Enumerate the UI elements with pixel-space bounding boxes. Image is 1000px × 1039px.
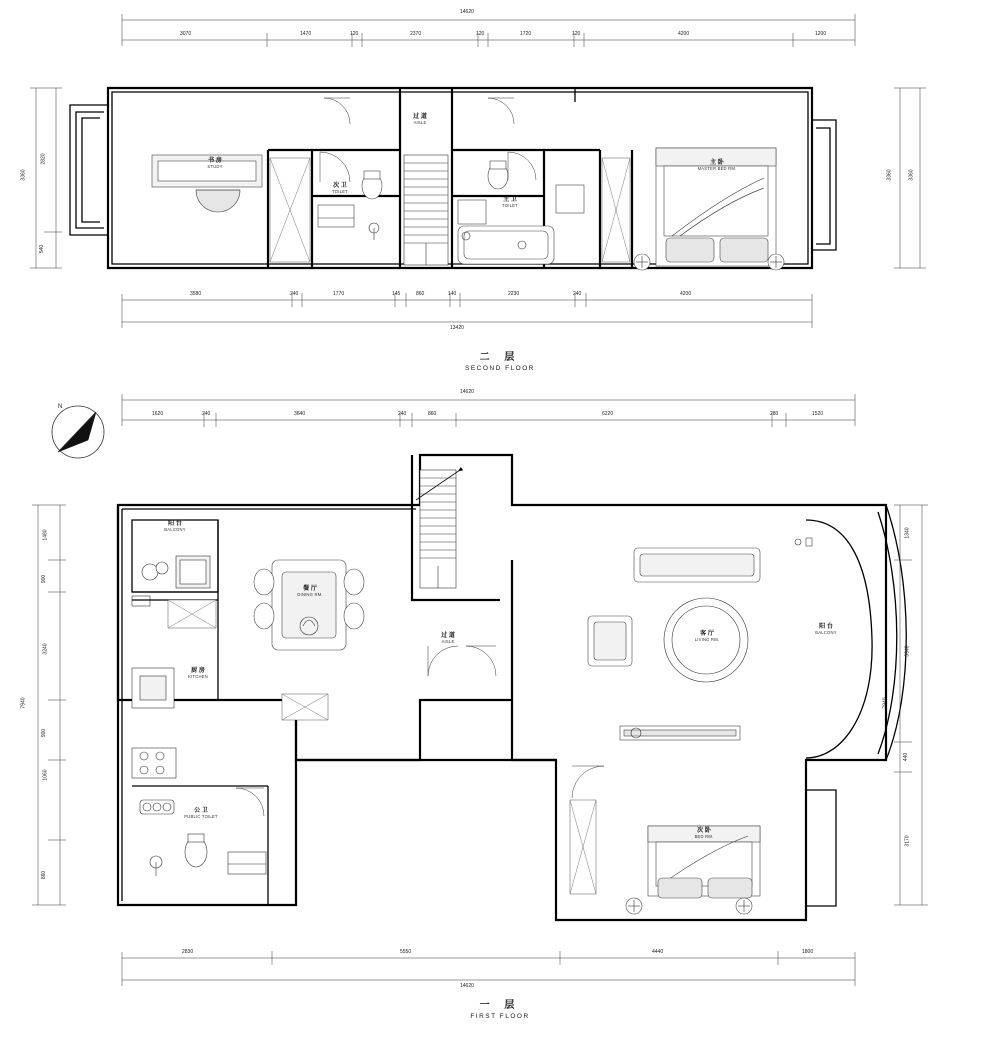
room-label-public-toilet: 公 卫 PUBLIC TOILET <box>184 808 218 819</box>
dim-2f-bottom-total: 13420 <box>450 325 464 331</box>
dim-1f-right-1: 3940 <box>904 645 911 657</box>
second-floor-title: 二 层 SECOND FLOOR <box>464 352 535 372</box>
dim-1f-left-total: 7940 <box>20 697 27 709</box>
north-arrow-icon <box>52 406 104 458</box>
room-label-living: 客 厅 LIVING RM. <box>694 631 720 642</box>
room-label-dining: 餐 厅 DINING RM. <box>297 586 323 597</box>
dim-1f-top-seg-5: 6220 <box>602 411 614 417</box>
dim-2f-left-2: 540 <box>39 244 46 254</box>
dim-2f-right-0: 3360 <box>886 169 893 181</box>
room-label-kitchen: 厨 房 KITCHEN <box>188 668 208 679</box>
dim-1f-left-1: 900 <box>41 574 48 584</box>
dim-1f-top-seg-1: 240 <box>202 411 211 417</box>
dim-1f-left-0: 1480 <box>42 529 49 541</box>
dim-2f-bottom-seg-2: 1770 <box>333 291 345 297</box>
first-floor-title: 一 层 FIRST FLOOR <box>470 1000 530 1020</box>
dim-2f-bottom-seg-1: 240 <box>290 291 299 297</box>
dim-1f-right-3: 3170 <box>904 835 911 847</box>
room-label-master-toilet: 主 卫 TOILET <box>502 197 518 208</box>
dim-2f-top-seg-8: 1200 <box>815 31 827 37</box>
room-label-balcony-left: 阳 台 BALCONY <box>164 521 186 532</box>
dim-1f-top-seg-6: 280 <box>770 411 779 417</box>
dim-1f-left-4: 1060 <box>42 769 49 781</box>
dim-1f-top-total: 14620 <box>460 389 474 395</box>
room-label-second-toilet: 次 卫 TOILET <box>332 183 348 194</box>
room-label-aisle-1f: 过 道 AISLE <box>441 633 455 644</box>
dim-1f-top-seg-2: 3640 <box>294 411 306 417</box>
dim-2f-top-seg-1: 1470 <box>300 31 312 37</box>
north-label: N <box>58 404 63 410</box>
room-label-master-bedroom: 主 卧 MASTER BED RM. <box>697 160 737 171</box>
room-label-aisle-2f: 过 道 AISLE <box>413 114 427 125</box>
dim-2f-left-1: 2820 <box>40 153 47 165</box>
dim-2f-top-seg-3: 2370 <box>410 31 422 37</box>
room-label-bedroom-1f: 次 卧 BED RM. <box>694 828 714 839</box>
dim-1f-top-seg-3: 240 <box>398 411 407 417</box>
dim-2f-bottom-seg-7: 240 <box>573 291 582 297</box>
room-label-balcony-right: 阳 台 BALCONY <box>815 624 837 635</box>
dim-2f-top-seg-2: 120 <box>350 31 359 37</box>
dim-2f-top-seg-5: 1720 <box>520 31 532 37</box>
dim-1f-bottom-seg-1: 5550 <box>400 949 412 955</box>
dim-1f-bottom-seg-3: 1800 <box>802 949 814 955</box>
dim-1f-right-total: 7940 <box>882 697 889 709</box>
dim-1f-right-2: 440 <box>903 752 910 762</box>
dim-1f-right-0: 1340 <box>904 527 911 539</box>
dim-2f-bottom-seg-5: 140 <box>448 291 457 297</box>
dim-1f-top-seg-7: 1520 <box>812 411 824 417</box>
dim-1f-bottom-seg-0: 2830 <box>182 949 194 955</box>
dim-2f-top-seg-7: 4200 <box>678 31 690 37</box>
room-label-study: 书 房 STUDY <box>207 158 223 169</box>
dim-2f-bottom-seg-8: 4200 <box>680 291 692 297</box>
dim-1f-bottom-total: 14620 <box>460 983 474 989</box>
dim-2f-top-seg-6: 120 <box>572 31 581 37</box>
dim-2f-right-1: 3360 <box>908 169 915 181</box>
dim-2f-bottom-seg-6: 2230 <box>508 291 520 297</box>
dim-2f-top-seg-4: 120 <box>476 31 485 37</box>
dim-1f-bottom-seg-2: 4440 <box>652 949 664 955</box>
dim-2f-left-0: 3360 <box>20 169 27 181</box>
dim-1f-top-seg-4: 860 <box>428 411 437 417</box>
dim-1f-top-seg-0: 1620 <box>152 411 164 417</box>
dim-2f-top-seg-0: 3070 <box>180 31 192 37</box>
dim-1f-left-5: 860 <box>41 870 48 880</box>
dim-1f-left-2: 3240 <box>42 643 49 655</box>
dim-2f-bottom-seg-0: 3580 <box>190 291 202 297</box>
dim-1f-left-3: 900 <box>41 728 48 738</box>
dim-2f-bottom-seg-3: 145 <box>392 291 401 297</box>
dim-2f-bottom-seg-4: 860 <box>416 291 425 297</box>
dim-2f-top-total: 14620 <box>460 9 474 15</box>
